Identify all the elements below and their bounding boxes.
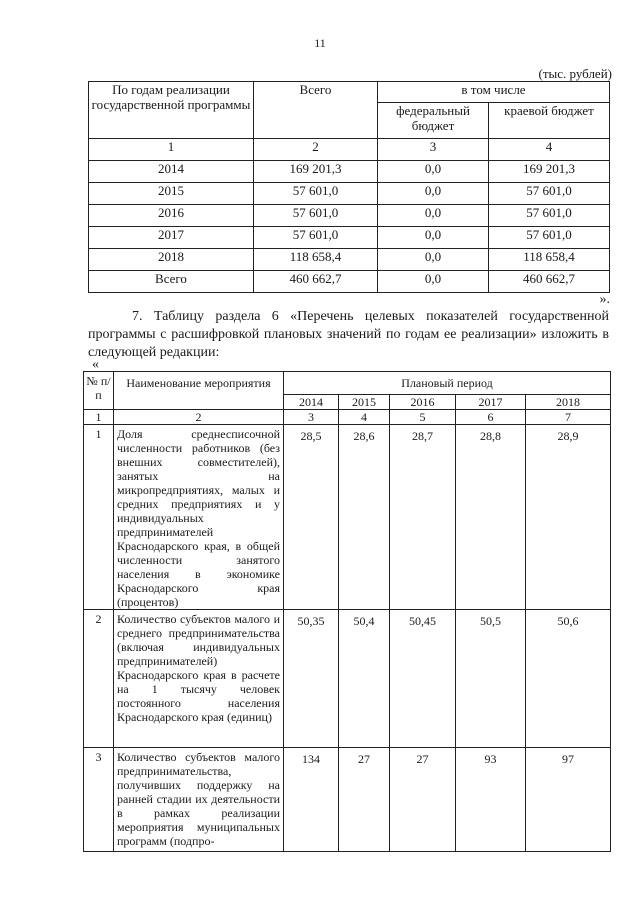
table-row [84, 610, 611, 748]
cell-year: 2016 [89, 205, 254, 227]
units-label: (тыс. рублей) [538, 66, 612, 81]
col-num: 7 [526, 410, 611, 425]
indicator-name: Доля среднесписочной численности работников (без внешних совместителей), занятых на микропредприятиях, малых и средних предприятиях и у индивидуальных предпринимателей Краснодарского края, в общей численности занятого населения в экономике Краснодарского края (процентов) [114, 425, 284, 610]
table-row-total [89, 271, 610, 293]
value-cell: 50,45 [390, 610, 456, 748]
col-num: 5 [390, 410, 456, 425]
value-cell: 28,9 [526, 425, 611, 610]
cell-year: 2017 [89, 227, 254, 249]
value-cell: 28,7 [390, 425, 456, 610]
value-cell: 97 [526, 748, 611, 852]
page-number: 11 [314, 36, 326, 50]
row-number: 2 [84, 610, 114, 748]
value-cell: 28,6 [339, 425, 390, 610]
row-number: 3 [84, 748, 114, 852]
col-num: 6 [456, 410, 526, 425]
column-numbers-row [84, 410, 611, 425]
indicators-table [83, 371, 611, 852]
col-num: 3 [284, 410, 339, 425]
cell-federal: 0,0 [378, 249, 489, 271]
header-planned: Плановый период [284, 372, 611, 395]
cell-federal: 0,0 [378, 205, 489, 227]
value-cell: 27 [390, 748, 456, 852]
cell-year: 2014 [89, 161, 254, 183]
cell-federal: 0,0 [378, 161, 489, 183]
table-row [84, 425, 611, 610]
table-row [89, 227, 610, 249]
header-year: 2014 [284, 395, 339, 410]
table-row [89, 183, 610, 205]
header-num: № п/п [84, 372, 114, 410]
cell-year: 2018 [89, 249, 254, 271]
value-cell: 134 [284, 748, 339, 852]
table-row [89, 249, 610, 271]
amendment-paragraph: 7. Таблицу раздела 6 «Перечень целевых показателей государственной программы с расшифровкой плановых значений по годам ее реализации» изложить в следующей редакции: [88, 309, 609, 360]
header-year: 2015 [339, 395, 390, 410]
cell-total: 118 658,4 [254, 249, 378, 271]
header-year: 2016 [390, 395, 456, 410]
table-row [89, 205, 610, 227]
value-cell: 50,6 [526, 610, 611, 748]
value-cell: 50,4 [339, 610, 390, 748]
cell-regional: 460 662,7 [489, 271, 610, 293]
column-numbers-row [89, 139, 610, 161]
col-num: 4 [339, 410, 390, 425]
opening-quote: « [92, 357, 99, 372]
value-cell: 93 [456, 748, 526, 852]
value-cell: 50,5 [456, 610, 526, 748]
header-including: в том числе [378, 82, 610, 103]
closing-quote: ». [599, 292, 610, 307]
col-num: 2 [254, 139, 378, 161]
indicator-name: Количество субъектов малого предпринимательства, получивших поддержку на ранней стадии их деятельности в рамках реализации мероприятия муниципальных программ (подпро- [114, 748, 284, 852]
header-year: 2017 [456, 395, 526, 410]
cell-total: 169 201,3 [254, 161, 378, 183]
cell-total: 460 662,7 [254, 271, 378, 293]
cell-total: 57 601,0 [254, 205, 378, 227]
value-cell: 28,8 [456, 425, 526, 610]
cell-federal: 0,0 [378, 227, 489, 249]
cell-regional: 57 601,0 [489, 205, 610, 227]
table-row [84, 748, 611, 852]
col-num: 1 [89, 139, 254, 161]
cell-federal: 0,0 [378, 271, 489, 293]
cell-total: 57 601,0 [254, 183, 378, 205]
col-num: 1 [84, 410, 114, 425]
col-num: 2 [114, 410, 284, 425]
funding-table [88, 81, 610, 293]
value-cell: 28,5 [284, 425, 339, 610]
indicator-name: Количество субъектов малого и среднего предпринимательства (включая индивидуальных предпринимателей) Краснодарского края в расчете на 1 тысячу человек постоянного населения Краснодарского края (единиц) [114, 610, 284, 748]
header-period: По годам реализации государственной программы [89, 82, 254, 139]
cell-regional: 57 601,0 [489, 183, 610, 205]
table-row [89, 161, 610, 183]
value-cell: 50,35 [284, 610, 339, 748]
cell-federal: 0,0 [378, 183, 489, 205]
header-total: Всего [254, 82, 378, 139]
header-name: Наименование мероприятия [114, 372, 284, 410]
header-federal: федеральный бюджет [378, 103, 489, 139]
row-number: 1 [84, 425, 114, 610]
header-regional: краевой бюджет [489, 103, 610, 139]
cell-total: 57 601,0 [254, 227, 378, 249]
cell-regional: 169 201,3 [489, 161, 610, 183]
cell-year: Всего [89, 271, 254, 293]
cell-regional: 57 601,0 [489, 227, 610, 249]
col-num: 3 [378, 139, 489, 161]
header-year: 2018 [526, 395, 611, 410]
col-num: 4 [489, 139, 610, 161]
cell-regional: 118 658,4 [489, 249, 610, 271]
cell-year: 2015 [89, 183, 254, 205]
value-cell: 27 [339, 748, 390, 852]
